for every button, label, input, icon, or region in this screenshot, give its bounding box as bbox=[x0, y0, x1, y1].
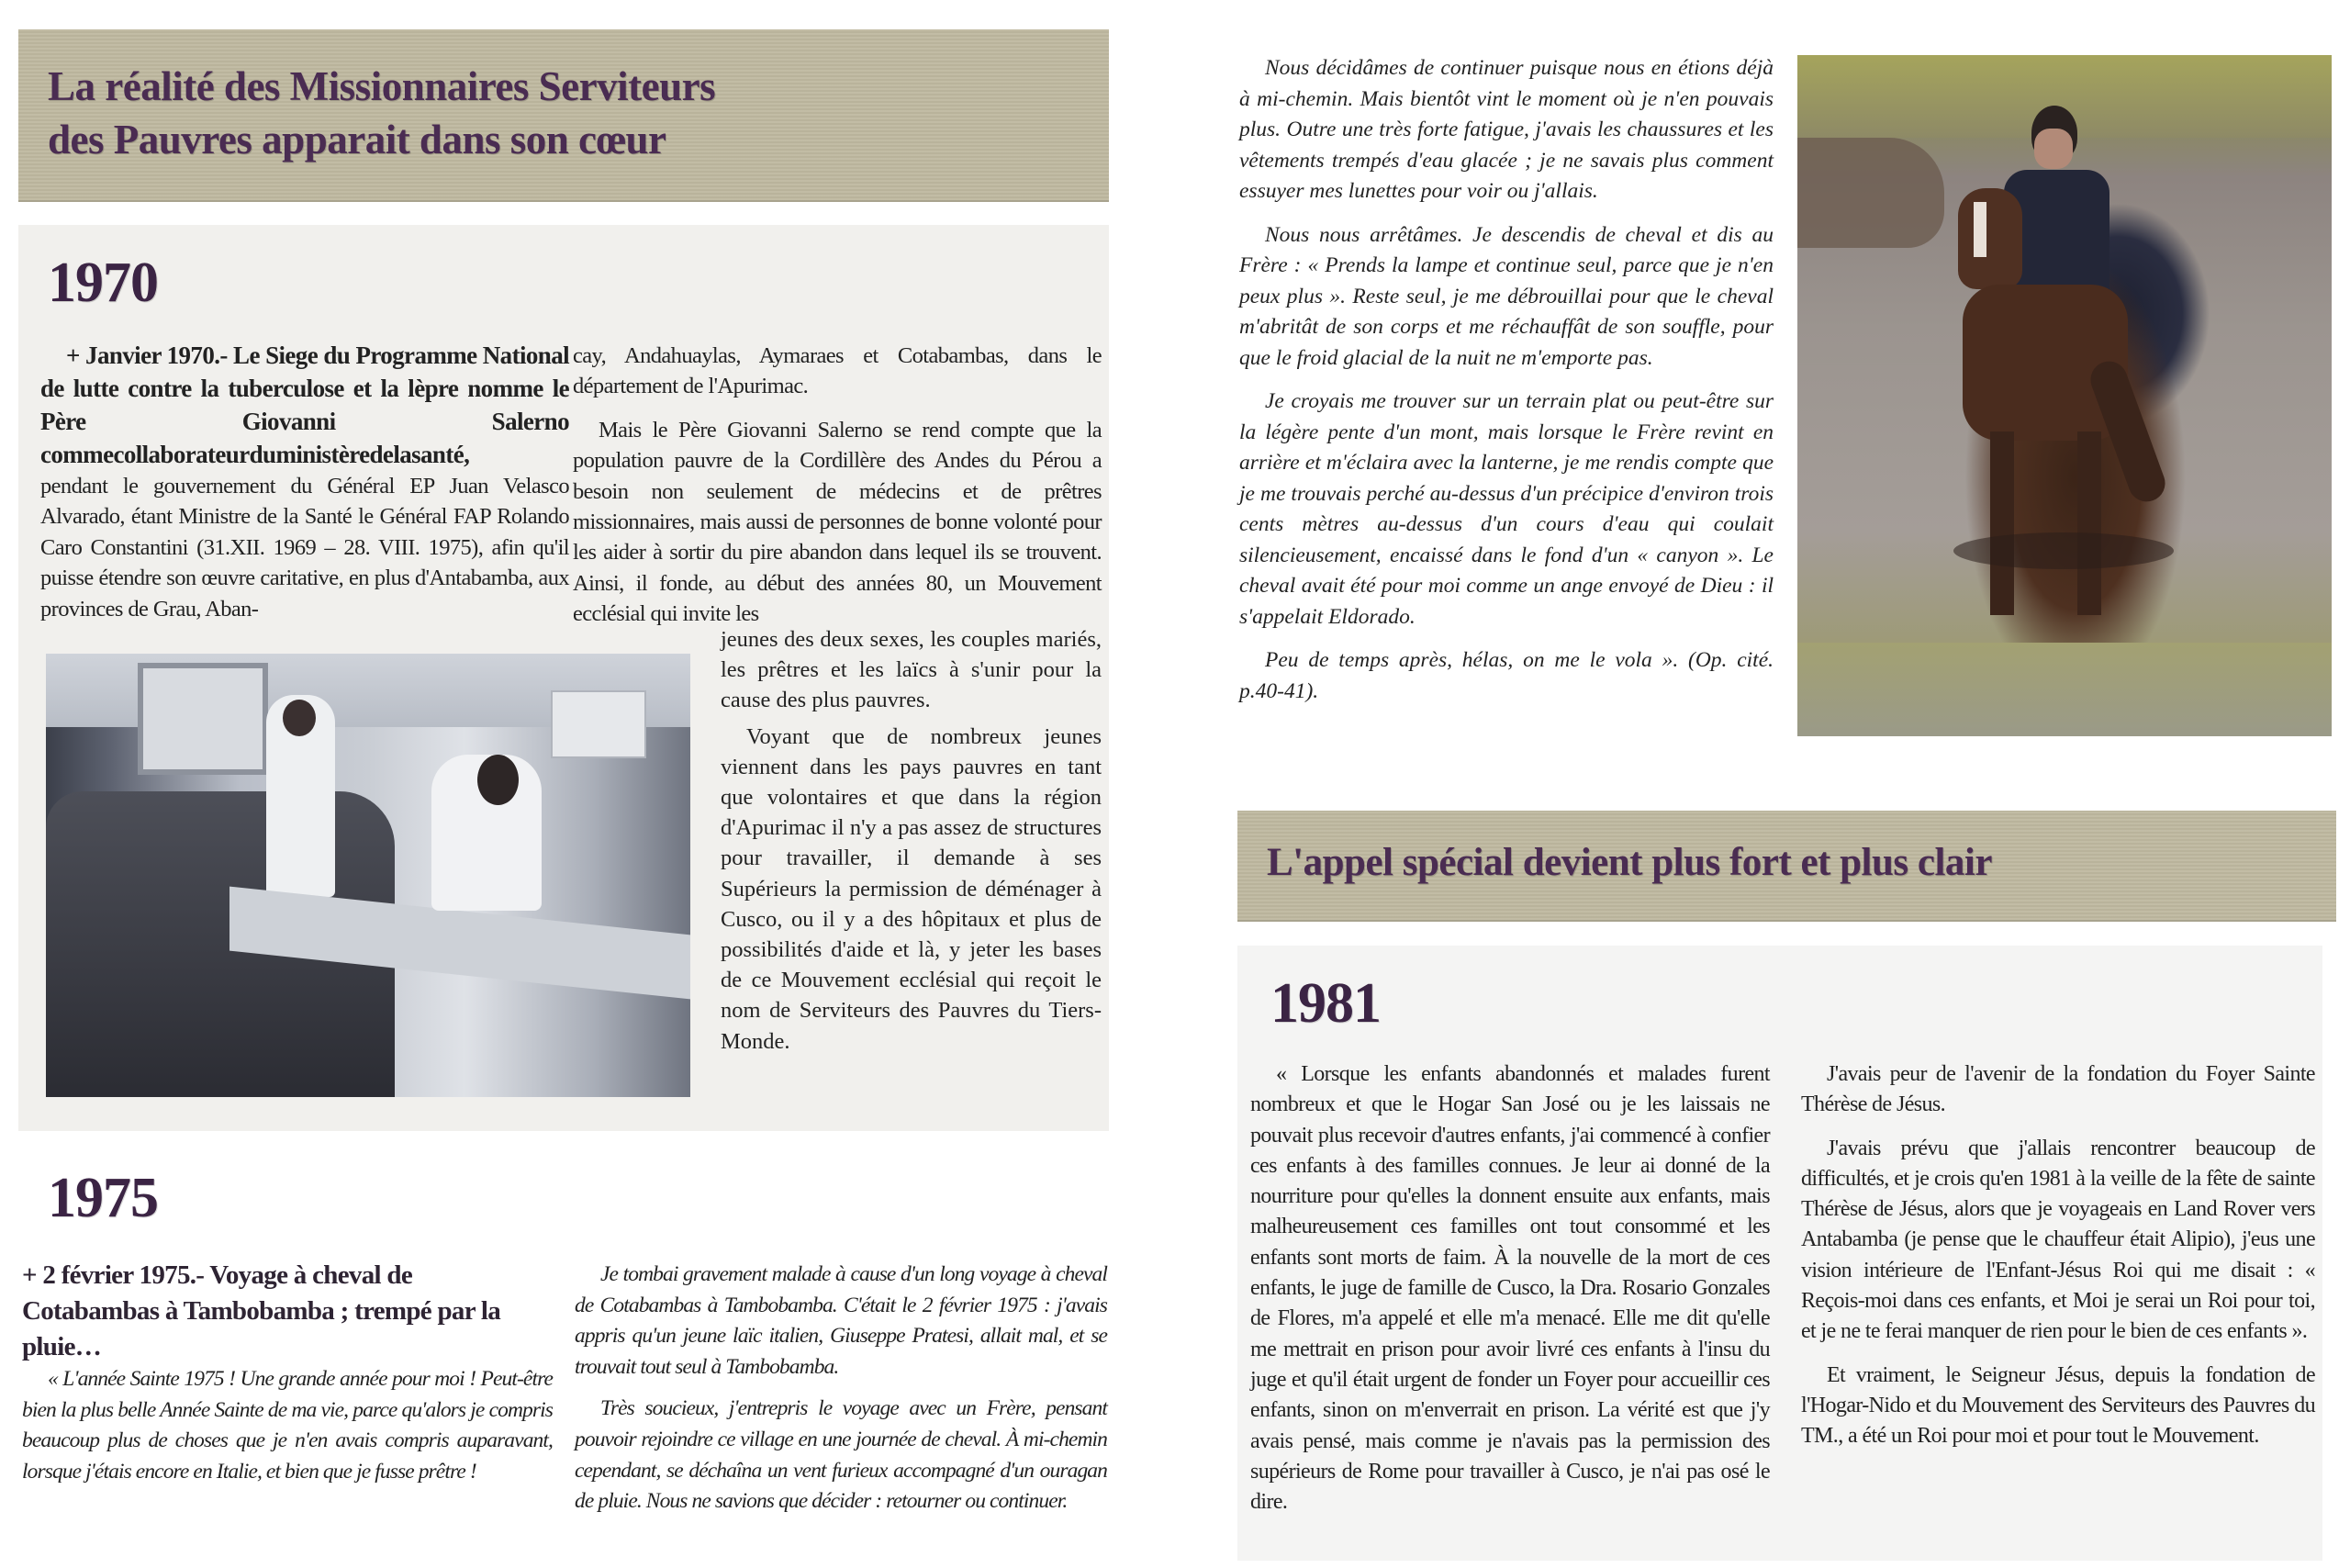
year-heading-1981: 1981 bbox=[1270, 972, 1381, 1035]
section-1981-column-2 bbox=[1801, 1059, 2315, 1452]
story-p4: Peu de temps après, hélas, on me le vola ». (Op. cité. p.40-41). bbox=[1239, 648, 1774, 703]
section-1970-col2-p2-wrap: jeunes des deux sexes, les couples mariés, les prêtres et les laïcs à s'unir pour la cause des plus pauvres. bbox=[721, 627, 1102, 713]
story-continued-column bbox=[1239, 53, 1774, 707]
section-1970-col2-p1: cay, Andahuaylas, Aymaraes et Cotabambas, dans le département de l'Apurimac. bbox=[573, 343, 1102, 399]
clinic-photo bbox=[46, 654, 690, 1097]
section-1975-col2-p1: Je tombai gravement malade à cause d'un long voyage à cheval de Cotabambas à Tambobamba. C'était le 2 février 1975 : j'avais appris qu'un jeune laïc italien, Giuseppe Pratesi, allait mal, et se trouvait tout seul à Tambobamba. bbox=[575, 1262, 1107, 1379]
story-p3: Je croyais me trouver sur un terrain plat ou peut-être sur la légère pente d'un mont, mais lorsque le Frère revint en arrière et m'éclaira avec la lanterne, je me rendis compte que je me trouvais perché au-dessus d'un précipice d'environ trois cents mètres au-dessus d'un cours d'eau qui coulait silencieusement, encaissé dans le fond d'un « canyon ». Le cheval avait été pour moi comme un ange envoyé de Dieu : il s'appelait Eldorado. bbox=[1239, 389, 1774, 629]
left-title-line1: La réalité des Missionnaires Serviteurs bbox=[48, 63, 716, 109]
section-1970-col1-text: pendant le gouvernement du Général EP Juan Velasco Alvarado, étant Ministre de la Santé le Général FAP Rolando Caro Constantini (31.XII. 1969 – 28. VIII. 1975), afin qu'il puisse étendre son œuvre caritative, en plus d'Antabamba, aux provinces de Grau, Aban- bbox=[40, 474, 569, 622]
section-1981-column-1 bbox=[1250, 1059, 1770, 1518]
section-1970-column-1 bbox=[40, 339, 569, 624]
section-1981-col1: « Lorsque les enfants abandonnés et malades furent nombreux et que le Hogar San José ou je les laissais ne pouvait plus recevoir d'autres enfants, j'ai commencé à confier ces enfants à des familles connues. Je leur ai donné de la nourriture pour qu'elles la donnent ensuite aux enfants, mais malheureusement ces familles ont tout consommé et les enfants sont morts de faim. À la nouvelle de la mort de ces enfants, le juge de famille de Cusco, la Dra. Rosario Gonzales de Flores, m'a appelé et elle m'a menacé. Elle me dit qu'elle me mettrait en prison pour avoir livré ces enfants à l'insu du juge et qu'il était urgent de fonder un Foyer pour accueillir ces enfants, sinon on m'enverrait en prison. La vérité est que j'y avais pensé, mais comme je n'avais pas la permission des supérieurs de Rome pour travailler à Cusco, je n'ai pas osé le dire. bbox=[1250, 1062, 1770, 1515]
section-1970-column-2-wrap bbox=[721, 624, 1102, 1057]
year-heading-1975: 1975 bbox=[48, 1167, 158, 1229]
section-1981-col2-p2: J'avais prévu que j'allais rencontrer beaucoup de difficultés, et je crois qu'en 1981 à la veille de la fête de sainte Thérèse de Jésus, alors que je voyageais en Land Rover vers Antabamba (je pense que le chauffeur était Alipio), j'eus une vision intérieure de l'Enfant-Jésus Roi qui me disait : « Reçois-moi dans ces enfants, et Moi je serai un Roi pour toi, et je ne te ferai manquer de rien pour le bien de ces enfants ». bbox=[1801, 1136, 2315, 1344]
story-p2: Nous nous arrêtâmes. Je descendis de cheval et dis au Frère : « Prends la lampe et continue seul, parce que je n'en peux plus ». Reste seul, je me débrouillai pour que le cheval m'abritât de son corps et me réchauffât de son souffle, pour que le froid glacial de la nuit ne m'emporte pas. bbox=[1239, 222, 1774, 370]
section-1970-column-2 bbox=[573, 341, 1102, 630]
section-1975-column-2 bbox=[575, 1260, 1107, 1518]
section-1970-col2-p2: Mais le Père Giovanni Salerno se rend compte que la population pauvre de la Cordillère des Andes du Pérou a besoin non seulement de médecins et de prêtres missionnaires, mais aussi de personnes de bonne volonté pour les aider à sortir du pire abandon dans lequel ils se trouvent. Ainsi, il fonde, au début des années 80, un Mouvement ecclésial qui invite les bbox=[573, 417, 1102, 627]
right-title: L'appel spécial devient plus fort et plus clair bbox=[1267, 841, 1992, 884]
left-title-line2: des Pauvres apparait dans son cœur bbox=[48, 117, 666, 162]
section-1981-panel bbox=[1237, 946, 2322, 1561]
section-1975-column-1 bbox=[22, 1364, 553, 1487]
horse-rider-photo bbox=[1797, 55, 2332, 736]
year-heading-1970: 1970 bbox=[48, 252, 158, 314]
section-1981-col2-p3: Et vraiment, le Seigneur Jésus, depuis la fondation de l'Hogar-Nido et du Mouvement des Serviteurs des Pauvres du TM., a été un Roi pour moi et pour tout le Mouvement. bbox=[1801, 1362, 2315, 1449]
section-1981-col2-p1: J'avais peur de l'avenir de la fondation du Foyer Sainte Thérèse de Jésus. bbox=[1801, 1062, 2315, 1117]
section-1975-col2-p2: Très soucieux, j'entrepris le voyage avec un Frère, pensant pouvoir rejoindre ce village en une journée de cheval. À mi-chemin cependant, se déchaîna un vent furieux accompagné d'un ouragan de pluie. Nous ne savions que décider : retourner ou continuer. bbox=[575, 1396, 1107, 1514]
section-1975-subhead: + 2 février 1975.- Voyage à cheval de Cotabambas à Tambobamba ; trempé par la pluie… bbox=[22, 1260, 501, 1361]
section-1975-quote: « L'année Sainte 1975 ! Une grande année pour moi ! Peut-être bien la plus belle Année Sainte de ma vie, parce qu'alors je compris beaucoup plus de choses que je n'en avais compris auparavant, lorsque j'étais encore en Italie, et bien que je fusse prêtre ! bbox=[22, 1367, 553, 1484]
right-title-band bbox=[1237, 811, 2336, 922]
section-1970-panel bbox=[18, 225, 1109, 1131]
story-p1: Nous décidâmes de continuer puisque nous en étions déjà à mi-chemin. Mais bientôt vint le moment où je n'en pouvais plus. Outre une très forte fatigue, j'avais les chaussures et les vêtements trempés d'eau glacée ; je ne savais plus comment essuyer mes lunettes pour voir ou j'allais. bbox=[1239, 56, 1774, 203]
section-1970-col2-p3: Voyant que de nombreux jeunes viennent dans les pays pauvres en tant que volontaires et que dans la région d'Apurimac il n'y a pas assez de structures pour travailler, il demande à ses Supérieurs la permission de déménager à Cusco, ou il y a des hôpitaux et plus de possibilités d'aide et là, y jeter les bases de ce Mouvement ecclésial qui reçoit le nom de Serviteurs des Pauvres du Tiers-Monde. bbox=[721, 723, 1102, 1054]
left-title-band bbox=[18, 29, 1109, 202]
section-1970-lead: + Janvier 1970.- Le Siege du Programme National de lutte contre la tuberculose et la lèpre nomme le Père Giovanni Salerno commecollaborateurduministèredelasanté, bbox=[40, 342, 569, 468]
